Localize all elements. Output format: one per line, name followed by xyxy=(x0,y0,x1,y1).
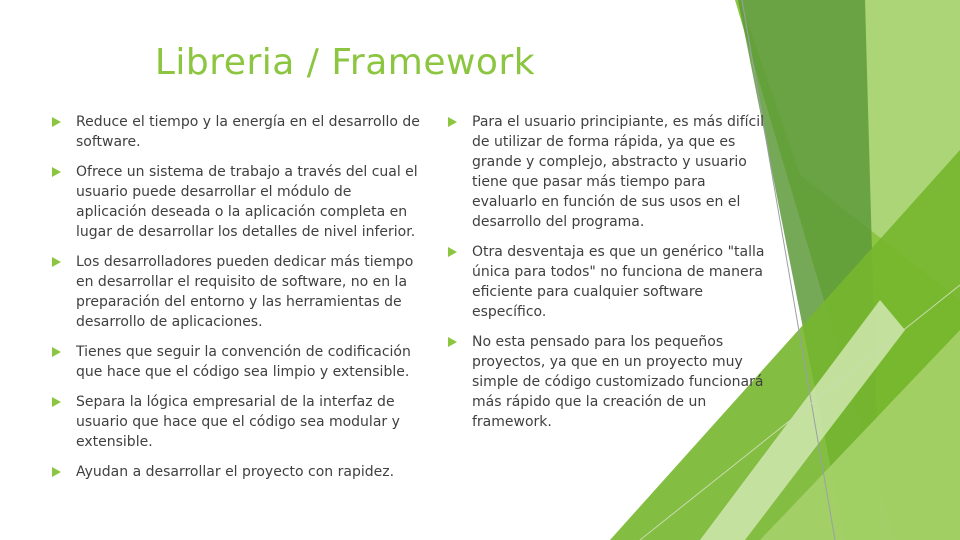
list-item xyxy=(52,462,422,482)
bullet-arrow-icon xyxy=(448,117,457,127)
list-item-text: Tienes que seguir la convención de codificación que hace que el código sea limpio y extensible. xyxy=(76,344,411,380)
list-item xyxy=(52,342,422,382)
list-item xyxy=(448,332,768,432)
bullet-arrow-icon xyxy=(52,117,61,127)
bullet-arrow-icon xyxy=(52,347,61,357)
bullet-arrow-icon xyxy=(52,167,61,177)
bullet-arrow-icon xyxy=(52,397,61,407)
list-item xyxy=(52,112,422,152)
list-item-text: Para el usuario principiante, es más difícil de utilizar de forma rápida, ya que es grande y complejo, abstracto y usuario tiene que pasar más tiempo para evaluarlo en función de sus usos en el desarrollo del programa. xyxy=(472,114,765,230)
list-item xyxy=(52,392,422,452)
list-item-text: Ofrece un sistema de trabajo a través del cual el usuario puede desarrollar el módulo de aplicación deseada o la aplicación completa en lugar de desarrollar los detalles de nivel inferior. xyxy=(76,164,418,240)
bullet-arrow-icon xyxy=(448,337,457,347)
bullet-arrow-icon xyxy=(52,467,61,477)
list-item xyxy=(52,162,422,242)
bullet-arrow-icon xyxy=(52,257,61,267)
list-item-text: No esta pensado para los pequeños proyectos, ya que en un proyecto muy simple de código customizado funcionará más rápido que la creación de un framework. xyxy=(472,334,764,430)
list-item-text: Otra desventaja es que un genérico "talla única para todos" no funciona de manera eficiente para cualquier software específico. xyxy=(472,244,765,320)
list-item xyxy=(448,242,768,322)
list-item-text: Ayudan a desarrollar el proyecto con rapidez. xyxy=(76,464,395,480)
advantages-list xyxy=(52,112,422,492)
slide-title: Libreria / Framework xyxy=(154,42,536,83)
bullet-arrow-icon xyxy=(448,247,457,257)
list-item-text: Reduce el tiempo y la energía en el desarrollo de software. xyxy=(76,114,420,150)
list-item xyxy=(448,112,768,232)
list-item-text: Los desarrolladores pueden dedicar más tiempo en desarrollar el requisito de software, no en la preparación del entorno y las herramientas de desarrollo de aplicaciones. xyxy=(76,254,414,330)
disadvantages-list xyxy=(448,112,768,442)
list-item xyxy=(52,252,422,332)
list-item-text: Separa la lógica empresarial de la interfaz de usuario que hace que el código sea modular y extensible. xyxy=(76,394,400,450)
